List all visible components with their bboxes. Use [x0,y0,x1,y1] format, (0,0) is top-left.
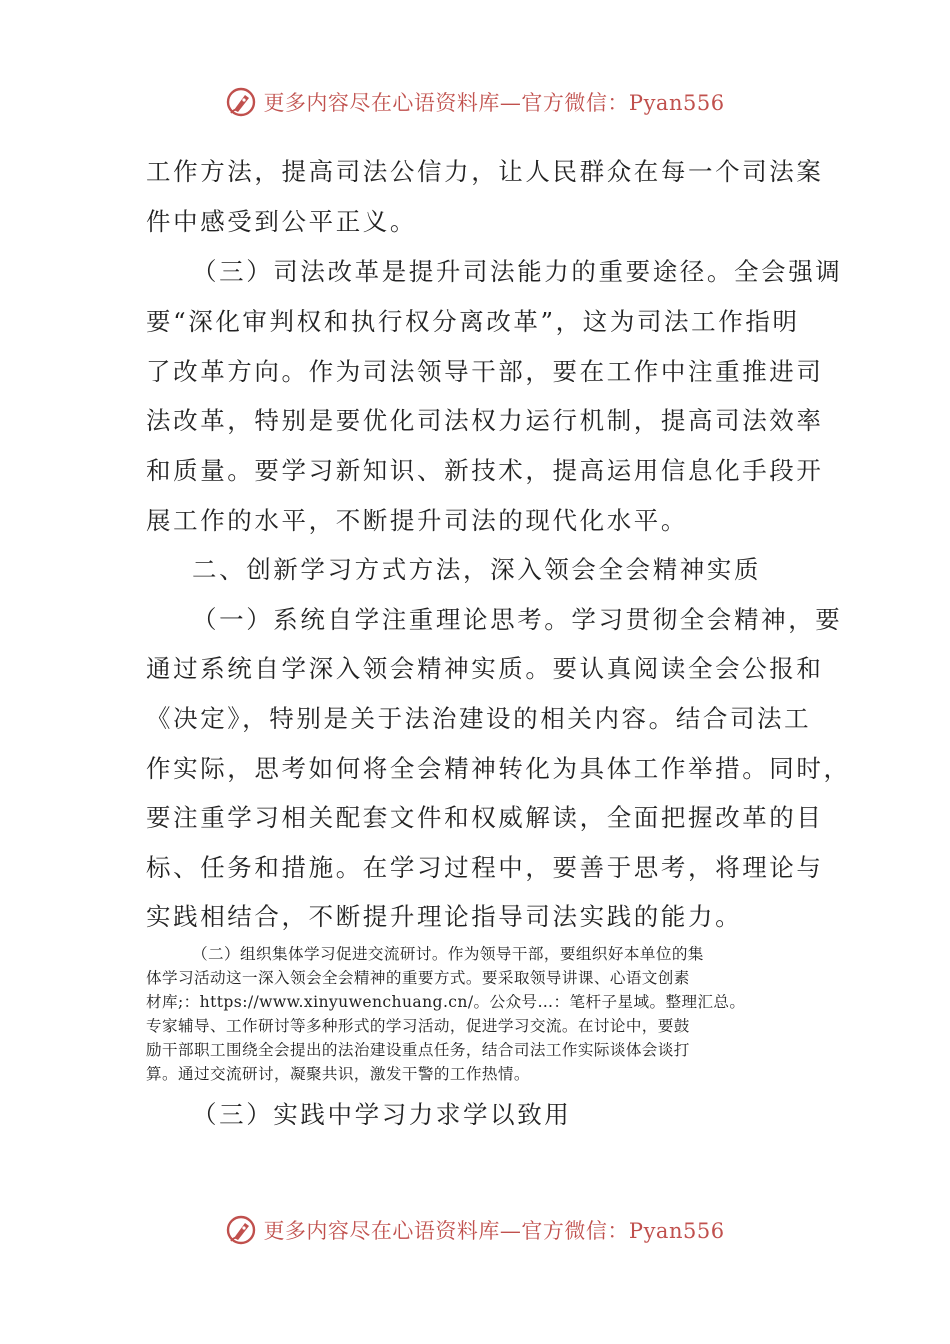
body-line: （三）司法改革是提升司法能力的重要途径。全会强调 [192,257,843,286]
small-line: 体学习活动这一深入领会全会精神的重要方式。要采取领导讲课、心语文创素 [146,969,690,987]
body-line: 要注重学习相关配套文件和权威解读，全面把握改革的目 [146,803,824,832]
body-line: （一）系统自学注重理论思考。学习贯彻全会精神，要 [192,605,843,634]
section-heading: 二、创新学习方式方法，深入领会全会精神实质 [192,555,762,584]
small-paragraph [146,942,806,1086]
small-line: 励干部职工围绕全会提出的法治建设重点任务，结合司法工作实际谈体会谈打 [146,1041,690,1059]
body-line: 法改革，特别是要优化司法权力运行机制，提高司法效率 [146,406,824,435]
header-banner-text: 更多内容尽在心语资料库—官方微信：Pyan556 [263,91,725,115]
body-line: 工作方法，提高司法公信力，让人民群众在每一个司法案 [146,157,824,186]
body-line: 展工作的水平，不断提升司法的现代化水平。 [146,506,688,535]
footer-banner [0,1208,950,1252]
header-banner [0,80,950,124]
pen-nib-logo-icon [225,86,257,118]
body-line: 和质量。要学习新知识、新技术，提高运用信息化手段开 [146,456,824,485]
small-line: （二）组织集体学习促进交流研讨。作为领导干部，要组织好本单位的集 [192,945,704,963]
small-line: 专家辅导、工作研讨等多种形式的学习活动，促进学习交流。在讨论中，要鼓 [146,1017,690,1035]
subsection-heading: （三）实践中学习力求学以致用 [192,1100,572,1129]
small-line: 算。通过交流研讨，凝聚共识，激发干警的工作热情。 [146,1065,530,1083]
body-line: 实践相结合，不断提升理论指导司法实践的能力。 [146,902,743,931]
body-line: 通过系统自学深入领会精神实质。要认真阅读全会公报和 [146,654,824,683]
body-line: 标、任务和措施。在学习过程中，要善于思考，将理论与 [146,853,824,882]
small-line-with-url: 材库;：https://www.xinyuwenchuang.cn/。公众号…：笔杆子星域。整理汇总。 [146,993,746,1011]
body-line: 件中感受到公平正义。 [146,207,417,236]
body-line: 作实际，思考如何将全会精神转化为具体工作举措。同时， [146,754,851,783]
body-line: 《决定》，特别是关于法治建设的相关内容。结合司法工 [146,704,812,733]
body-line: 要“深化审判权和执行权分离改革”，这为司法工作指明 [146,307,800,336]
body-line: 了改革方向。作为司法领导干部，要在工作中注重推进司 [146,357,824,386]
pen-nib-logo-icon [225,1214,257,1246]
footer-banner-text: 更多内容尽在心语资料库—官方微信：Pyan556 [263,1219,725,1243]
